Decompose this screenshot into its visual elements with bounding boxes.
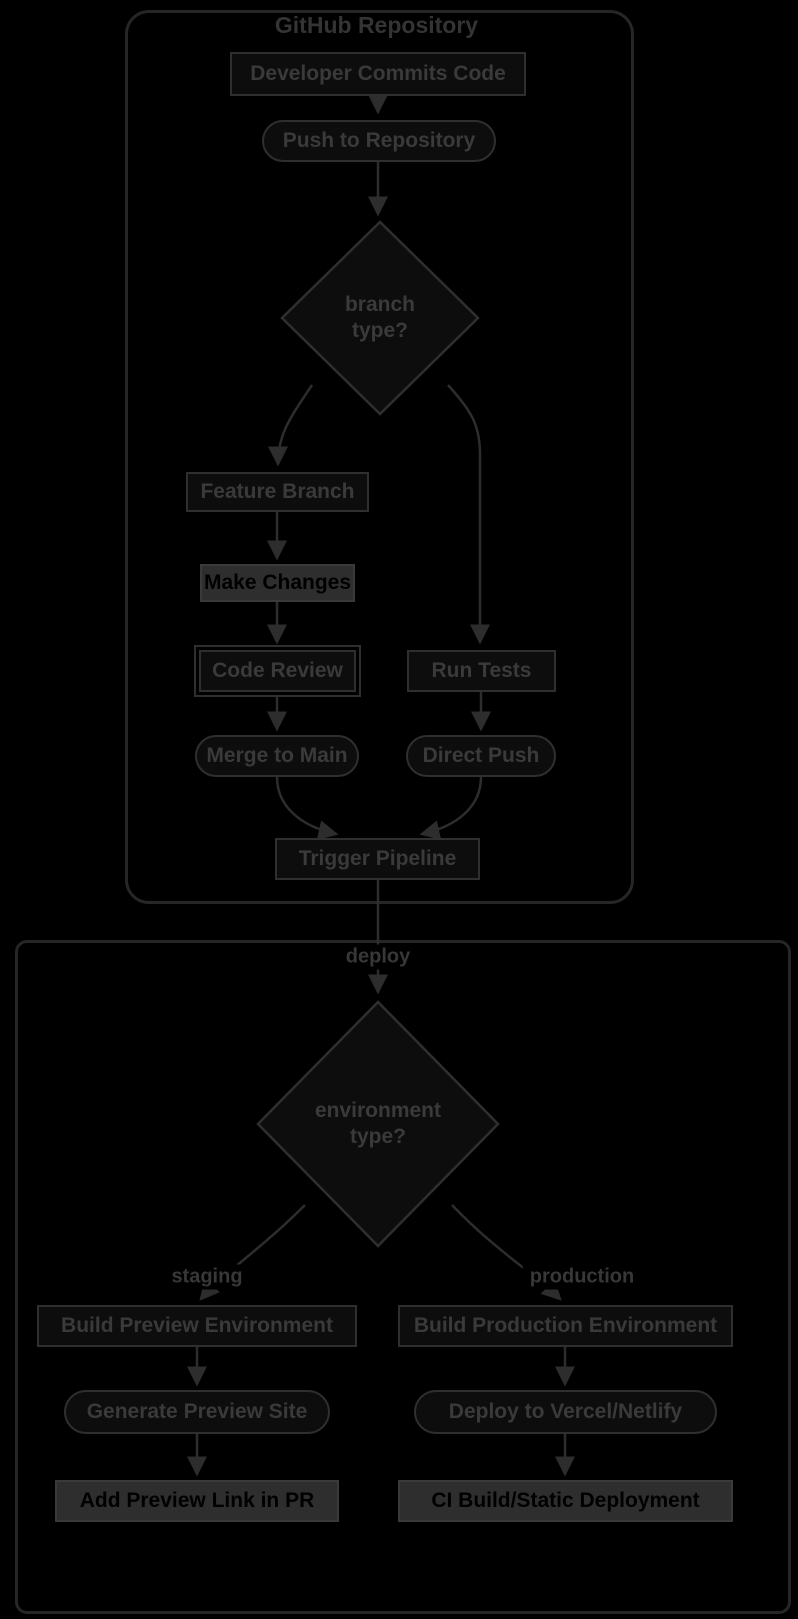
edge-label-deploy: deploy xyxy=(339,945,417,970)
node-code-review: Code Review xyxy=(199,650,356,692)
node-generate-preview-site: Generate Preview Site xyxy=(64,1390,330,1434)
node-make-changes: Make Changes xyxy=(200,564,355,602)
node-trigger-pipeline: Trigger Pipeline xyxy=(275,838,480,880)
node-add-preview-link: Add Preview Link in PR xyxy=(55,1480,339,1522)
edge-label-staging: staging xyxy=(164,1265,249,1290)
node-direct-push: Direct Push xyxy=(406,735,556,777)
node-developer-commits-code: Developer Commits Code xyxy=(230,52,526,96)
node-deploy-hosts: Deploy to Vercel/Netlify xyxy=(414,1390,717,1434)
node-merge-to-main: Merge to Main xyxy=(195,735,359,777)
decision-environment-type: environment type? xyxy=(314,1098,442,1148)
node-ci-static-deployment: CI Build/Static Deployment xyxy=(398,1480,733,1522)
container-title: GitHub Repository xyxy=(274,12,479,38)
edge-label-production: production xyxy=(523,1265,641,1290)
decision-branch-type: branch type? xyxy=(344,292,415,342)
node-run-tests: Run Tests xyxy=(407,650,556,692)
node-feature-branch: Feature Branch xyxy=(186,472,369,512)
node-push-to-repository: Push to Repository xyxy=(262,120,496,162)
node-build-production-environment: Build Production Environment xyxy=(398,1305,733,1347)
node-build-preview-environment: Build Preview Environment xyxy=(37,1305,357,1347)
